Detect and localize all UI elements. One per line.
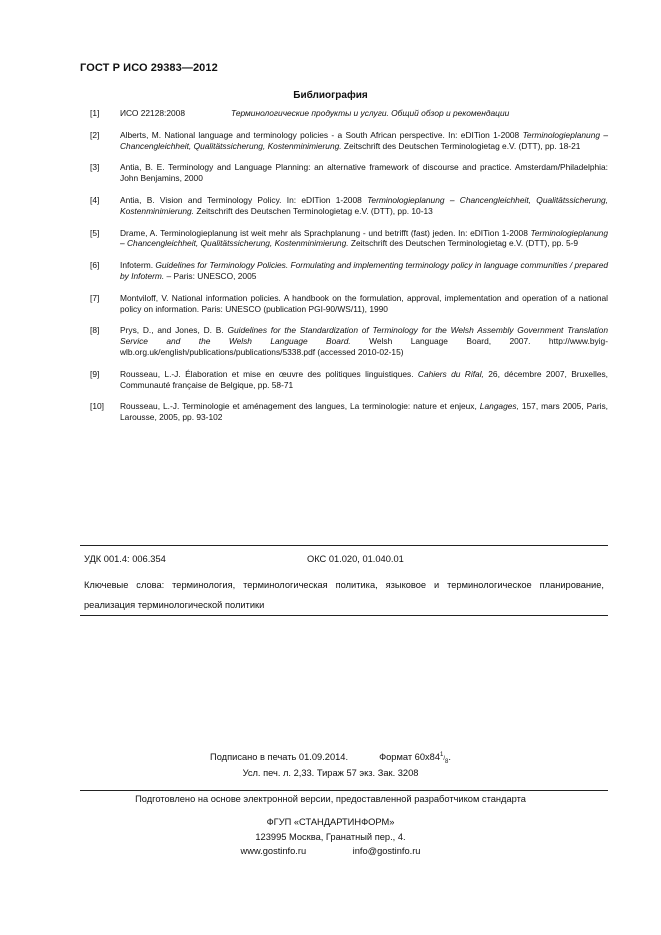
prepared-note: Подготовлено на основе электронной версии, предоставленной разработчиком стандарта [135, 794, 526, 804]
bibliography-item [80, 293, 608, 315]
reference-number: [4] [90, 194, 100, 205]
imprint-signed-format: Подписано в печать 01.09.2014. Формат $60х84^1/_8$. [210, 752, 451, 765]
reference-text [120, 260, 608, 282]
reference-part: Rousseau, L.-J. Élaboration et mise en œuvre des politiques linguistiques. [120, 368, 418, 379]
print-info: Усл. печ. л. 2,33. Тираж 57 экз. Зак. 3208 [242, 768, 419, 778]
website-link[interactable]: www.gostinfo.ru [240, 846, 307, 856]
reference-part: Welsh Language Board, 2007. http://www.byig-wlb.org.uk/english/publications/publications/5338.pdf (accessed 2010-02-15) [120, 336, 608, 357]
reference-text [120, 293, 608, 315]
reference-italic: Terminologieplanung – Chancengleichheit, Qualitätssicherung, Kostenminimierung. [120, 194, 608, 216]
reference-italic: Langages, [479, 401, 519, 412]
email-link[interactable]: info@gostinfo.ru [352, 846, 421, 856]
reference-part: – Paris: UNESCO, 2005 [164, 270, 257, 281]
bibliography-list [80, 108, 608, 434]
reference-number: [8] [90, 325, 100, 336]
reference-part: Zeitschrift des Deutschen Terminologietag e.V. (DTT), pp. 10-13 [194, 205, 433, 216]
publisher-contacts [0, 846, 661, 856]
reference-text [120, 108, 608, 119]
udk-code: УДК 001.4: 006.354 [84, 554, 166, 564]
reference-italic: Guidelines for Terminology Policies. Formulating and implementing terminology policy in language communities / prepared by Infoterm. [120, 260, 609, 281]
reference-italic: Guidelines for the Standardization of Terminology for the Welsh Assembly Government Translation Service and the Welsh Language Board. [120, 325, 608, 347]
reference-part: Alberts, M. National language and terminology policies - a South African perspective. In: eDITion 1-2008 [120, 129, 523, 140]
bibliography-item [80, 401, 608, 423]
reference-text [120, 162, 608, 184]
reference-number: [6] [90, 260, 100, 271]
bibliography-item [80, 260, 608, 282]
reference-number: [10] [90, 401, 104, 412]
reference-italic: Terminologieplanung – Chancengleichheit, Qualitätssicherung, Kostenminimierung. [120, 129, 608, 151]
imprint-divider [80, 790, 608, 791]
reference-number: [7] [90, 292, 100, 303]
reference-text [120, 228, 608, 250]
bibliography-item [80, 108, 608, 119]
reference-part: Drame, A. Terminologieplanung ist weit mehr als Sprachplanung - und betrifft (fast) jeden. In: eDITion 1-2008 [120, 227, 531, 238]
reference-part: Zeitschrift des Deutschen Terminologietag e.V. (DTT), pp. 5-9 [348, 238, 579, 249]
oks-code: ОКС 01.020, 01.040.01 [307, 554, 404, 564]
bibliography-title: Библиография [293, 90, 368, 101]
reference-number: [9] [90, 368, 100, 379]
format-denominator: 8 [445, 758, 449, 765]
reference-text [120, 325, 608, 357]
reference-number: [5] [90, 227, 100, 238]
reference-number: [1] [90, 108, 100, 118]
divider-bottom [80, 615, 608, 616]
bibliography-item [80, 325, 608, 357]
format-numerator: 1 [440, 752, 444, 758]
reference-part: Montviloff, V. National information policies. A handbook on the formulation, approval, implementation and operation of a national policy on information. Paris: UNESCO (publication PGI-90/WS/11), 1990 [120, 292, 608, 314]
publisher-name: ФГУП «СТАНДАРТИНФОРМ» [266, 817, 395, 827]
keywords: Ключевые слова: терминология, терминологическая политика, языковое и терминологическое планирование, реализация терминологической политики [84, 580, 604, 610]
standard-code-header: ГОСТ Р ИСО 29383—2012 [80, 62, 218, 74]
reference-italic: Cahiers du Rifal, [417, 368, 484, 379]
signed-date: Подписано в печать 01.09.2014. [210, 752, 349, 763]
bibliography-item [80, 162, 608, 184]
reference-text [120, 130, 608, 152]
reference-text [120, 401, 608, 423]
bibliography-item [80, 195, 608, 217]
reference-code: ИСО 22128:2008 [120, 108, 185, 118]
format-end: . [448, 752, 451, 763]
reference-part: 26, décembre 2007, Bruxelles, Communauté française de Belgique, pp. 58-71 [120, 368, 608, 390]
publisher-address: 123995 Москва, Гранатный пер., 4. [255, 832, 406, 842]
reference-number: [3] [90, 162, 100, 173]
format-label: Формат 60х84 [379, 752, 441, 763]
reference-italic: Terminologieplanung – Chancengleichheit, Qualitätssicherung, Kostenminimierung. [120, 227, 608, 249]
bibliography-item [80, 369, 608, 391]
reference-part: Rousseau, L.-J. Terminologie et aménagement des langues, La terminologie: nature et enjeux, [120, 401, 480, 412]
reference-text [120, 195, 608, 217]
bibliography-item [80, 228, 608, 250]
bibliography-item [80, 130, 608, 152]
reference-title: Терминологические продукты и услуги. Общий обзор и рекомендации [231, 108, 510, 118]
reference-part: Antia, B. Vision and Terminology Policy. In: eDITion 1-2008 [120, 194, 368, 205]
reference-part: Prys, D., and Jones, D. B. [120, 325, 228, 336]
reference-part: Antia, B. E. Terminology and Language Planning: an alternative framework of discourse and practice. Amsterdam/Philadelphia: John Benjamins, 2000 [120, 162, 608, 184]
reference-part: Zeitschrift des Deutschen Terminologietag e.V. (DTT), pp. 18-21 [341, 140, 581, 151]
reference-number: [2] [90, 129, 100, 140]
reference-part: Infoterm. [120, 260, 156, 271]
reference-part: 157, mars 2005, Paris, Larousse, 2005, pp. 93-102 [120, 401, 608, 423]
reference-text [120, 369, 608, 391]
divider-top [80, 545, 608, 546]
